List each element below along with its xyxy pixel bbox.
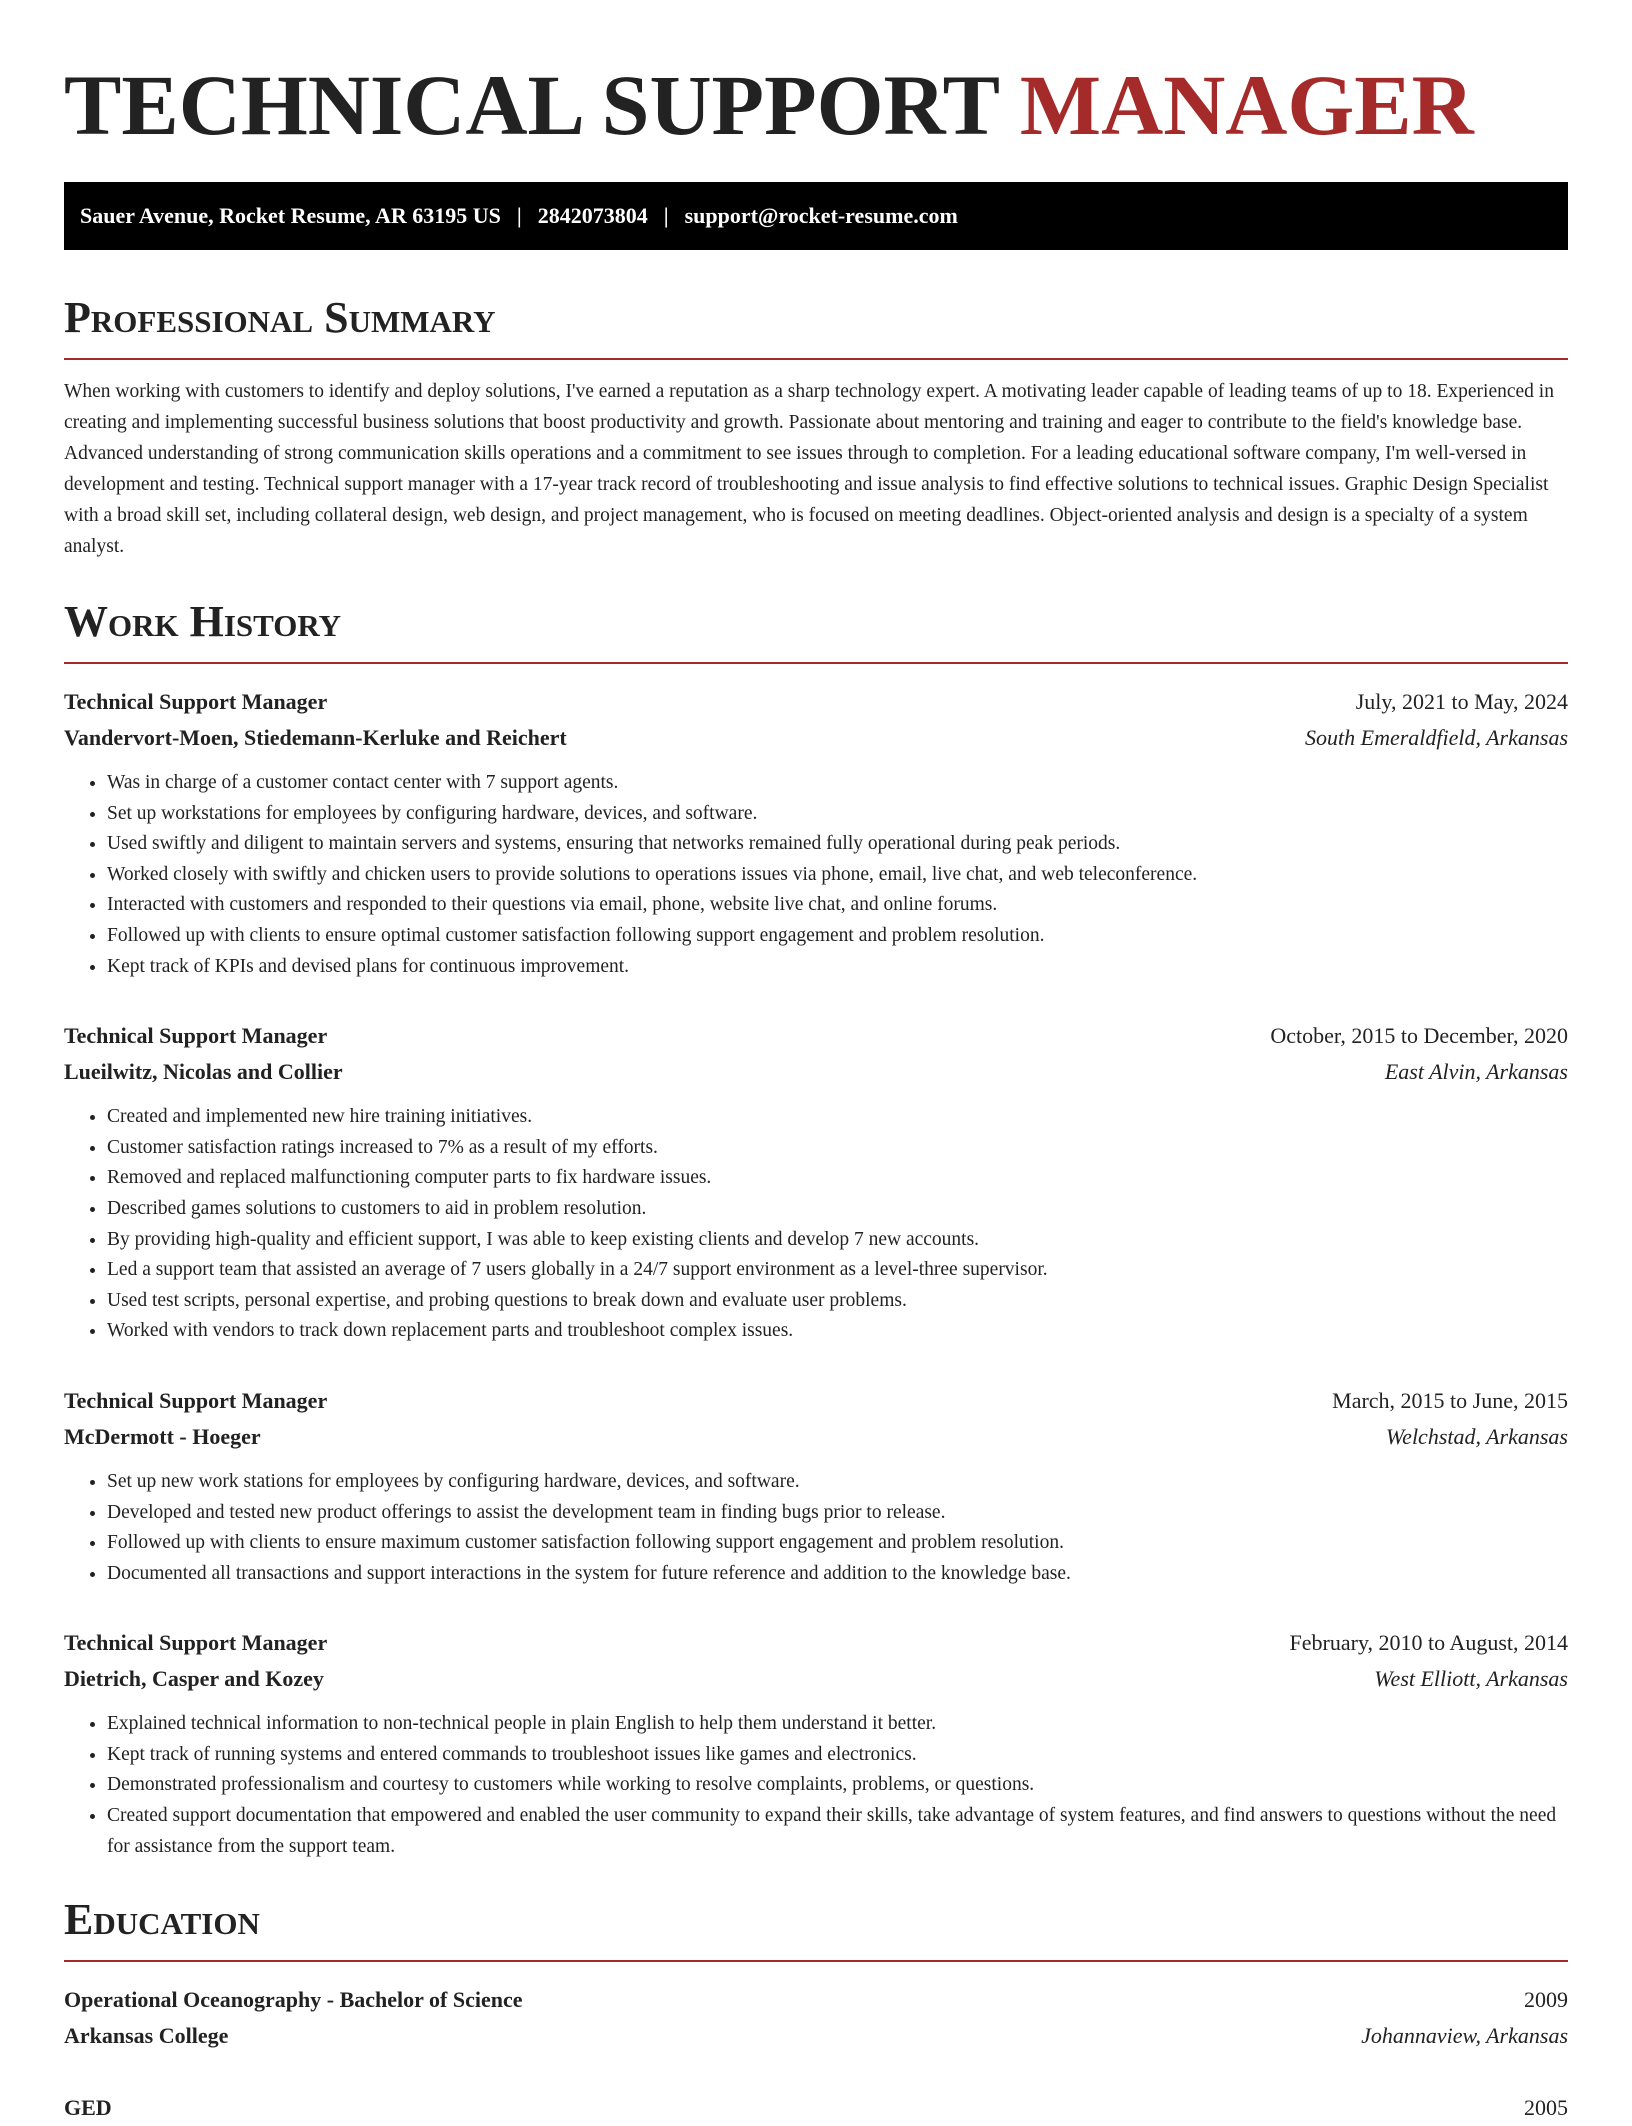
job-bullets [64,1709,1568,1862]
job-bullet: • Used test scripts, personal expertise, and probing questions to break down and evaluate user problems. [107,1286,1568,1317]
title-accent: MANAGER [1019,57,1474,153]
job-entry [64,1383,1568,1589]
education-heading: Education [64,1892,1568,1962]
job-bullet: • Kept track of running systems and entered commands to troubleshoot issues like games and electronics. [107,1740,1568,1771]
summary-section [64,290,1568,562]
job-dates: July, 2021 to May, 2024 [1355,689,1568,714]
job-bullet: • Set up workstations for employees by configuring hardware, devices, and software. [107,799,1568,830]
job-company: McDermott - Hoeger [64,1423,261,1449]
work-history-heading: Work History [64,594,1568,664]
education-school: Arkansas College [64,2023,229,2049]
education-year: 2009 [1524,1987,1568,2013]
job-bullet: • Documented all transactions and support interactions in the system for future reference and addition to the knowledge base. [107,1559,1568,1590]
job-bullet: • Explained technical information to non-technical people in plain English to help them understand it better. [107,1709,1568,1740]
job-bullet: • Interacted with customers and responded to their questions via email, phone, website live chat, and online forums. [107,890,1568,921]
job-bullet: • Created support documentation that empowered and enabled the user community to expand their skills, take advantage of system features, and find answers to questions without the need for assistance from the support team. [107,1801,1568,1862]
job-bullet: • Demonstrated professionalism and courtesy to customers while working to resolve complaints, problems, or questions. [107,1770,1568,1801]
contact-phone: 2842073804 [537,203,648,228]
job-bullets [64,1467,1568,1589]
job-bullet: • Developed and tested new product offerings to assist the development team in finding bugs prior to release. [107,1498,1568,1529]
job-bullet: • Kept track of KPIs and devised plans for continuous improvement. [107,952,1568,983]
job-location: West Elliott, Arkansas [1374,1666,1568,1692]
job-dates: October, 2015 to December, 2020 [1270,1023,1568,1049]
job-entry [64,1018,1568,1347]
job-title: Technical Support Manager [64,1630,328,1656]
contact-bar [64,182,1568,250]
education-entry [64,1982,1568,2054]
job-bullet: • By providing high-quality and efficient support, I was able to keep existing clients and develop 7 new accounts. [107,1225,1568,1256]
job-location: East Alvin, Arkansas [1384,1059,1568,1085]
job-bullet: • Created and implemented new hire training initiatives. [107,1102,1568,1133]
work-history-section [64,594,1568,1862]
job-title: Technical Support Manager [64,1387,328,1413]
job-company: Vandervort-Moen, Stiedemann-Kerluke and Reichert [64,725,567,750]
summary-heading: Professional Summary [64,290,1568,360]
resume-title [64,50,1568,160]
job-bullets [64,768,1568,982]
job-bullet: • Worked with vendors to track down replacement parts and troubleshoot complex issues. [107,1316,1568,1347]
job-entry [64,684,1568,982]
contact-separator: | [663,203,669,228]
job-entry [64,1625,1568,1862]
summary-text: When working with customers to identify and deploy solutions, I've earned a reputation as a sharp technology expert. A motivating leader capable of leading teams of up to 18. Experienced in creating and implementing successful business solutions that boost productivity and growth. Passionate about mentoring and training and eager to contribute to the field's knowledge base. Advanced understanding of strong communication skills operations and a commitment to see issues through to completion. For a leading educational software company, I'm well-versed in development and testing. Technical support manager with a 17-year track record of troubleshooting and issue analysis to find effective solutions to technical issues. Graphic Design Specialist with a broad skill set, including collateral design, web design, and project management, who is focused on meeting deadlines. Object-oriented analysis and design is a specialty of a system analyst. [64,381,1554,557]
job-dates: February, 2010 to August, 2014 [1289,1630,1568,1656]
education-degree: GED [64,2095,112,2121]
job-bullet: • Led a support team that assisted an average of 7 users globally in a 24/7 support environment as a level-three supervisor. [107,1255,1568,1286]
contact-address: Sauer Avenue, Rocket Resume, AR 63195 US [80,203,501,228]
job-title: Technical Support Manager [64,689,328,714]
education-location: Johannaview, Arkansas [1361,2023,1568,2049]
title-main: TECHNICAL SUPPORT [64,57,999,153]
job-location: Welchstad, Arkansas [1385,1423,1568,1449]
contact-email: support@rocket-resume.com [684,203,958,228]
job-company: Lueilwitz, Nicolas and Collier [64,1059,343,1085]
job-bullets [64,1102,1568,1347]
education-section [64,1892,1568,2126]
job-location: South Emeraldfield, Arkansas [1305,725,1568,750]
job-bullet: • Followed up with clients to ensure maximum customer satisfaction following support engagement and problem resolution. [107,1528,1568,1559]
job-dates: March, 2015 to June, 2015 [1332,1387,1568,1413]
job-bullet: • Removed and replaced malfunctioning computer parts to fix hardware issues. [107,1163,1568,1194]
job-bullet: • Worked closely with swiftly and chicken users to provide solutions to operations issues via phone, email, live chat, and web teleconference. [107,860,1568,891]
job-bullet: • Set up new work stations for employees by configuring hardware, devices, and software. [107,1467,1568,1498]
job-bullet: • Was in charge of a customer contact center with 7 support agents. [107,768,1568,799]
job-bullet: • Followed up with clients to ensure optimal customer satisfaction following support engagement and problem resolution. [107,921,1568,952]
job-bullet: • Described games solutions to customers to aid in problem resolution. [107,1194,1568,1225]
job-bullet: • Customer satisfaction ratings increased to 7% as a result of my efforts. [107,1133,1568,1164]
education-year: 2005 [1524,2095,1568,2121]
job-title: Technical Support Manager [64,1023,328,1049]
job-bullet: • Used swiftly and diligent to maintain servers and systems, ensuring that networks remained fully operational during peak periods. [107,829,1568,860]
education-degree: Operational Oceanography - Bachelor of Science [64,1987,523,2013]
job-company: Dietrich, Casper and Kozey [64,1666,324,1692]
education-entry [64,2090,1568,2126]
contact-separator: | [516,203,522,228]
